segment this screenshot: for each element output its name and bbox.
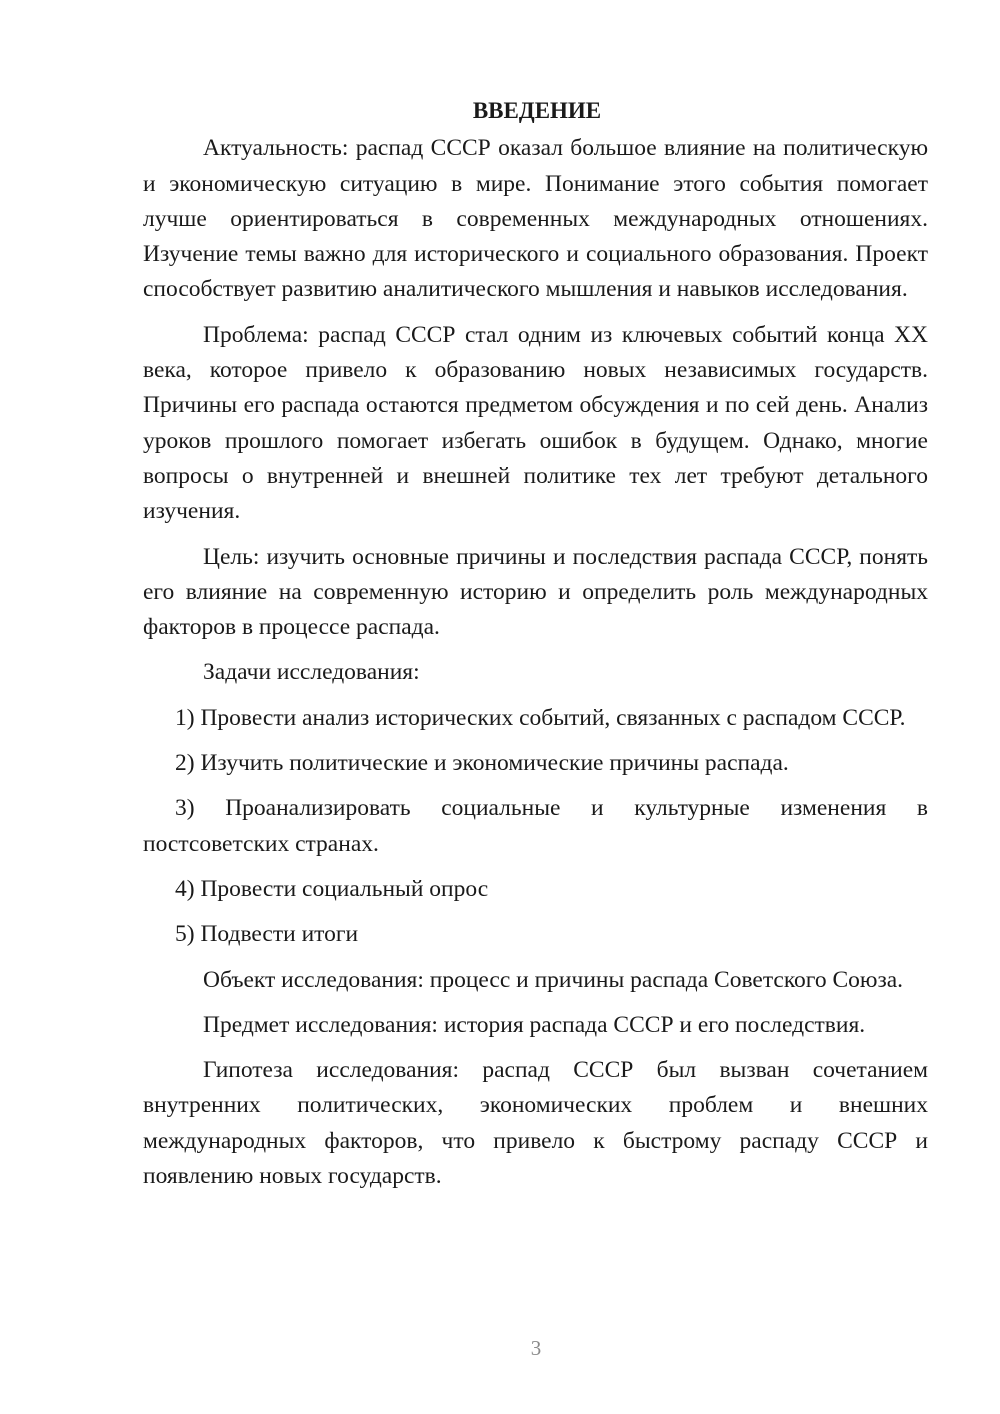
task-item: 1) Провести анализ исторических событий, связанных с распадом СССР.: [175, 704, 906, 731]
paragraph-relevance: Актуальность: распад СССР оказал большое влияние на политическую и экономическую ситуацию в мире. Понимание этого события помогает лучше ориентироваться в современных международных отношениях. Изучение темы важно для исторического и социального образования. Проект способствует развитию аналитического мышления и навыков исследования.: [143, 135, 928, 303]
paragraph-hypothesis: Гипотеза исследования: распад СССР был вызван сочетанием внутренних политических, экономических проблем и внешних международных факторов, что привело к быстрому распаду СССР и появлению новых государств.: [143, 1057, 928, 1190]
page-content: [143, 93, 928, 1204]
page-number: 3: [530, 1336, 542, 1360]
task-item: 4) Провести социальный опрос: [175, 875, 489, 902]
paragraph-problem: Проблема: распад СССР стал одним из ключевых событий конца XX века, которое привело к образованию новых независимых государств. Причины его распада остаются предметом обсуждения и по сей день. Анализ уроков прошлого помогает избегать ошибок в будущем. Однако, многие вопросы о внутренней и внешней политике тех лет требуют детального изучения.: [143, 321, 928, 525]
tasks-heading: Задачи исследования:: [203, 659, 420, 686]
task-item: 5) Подвести итоги: [175, 921, 359, 948]
task-item: 2) Изучить политические и экономические причины распада.: [175, 750, 789, 777]
section-heading: ВВЕДЕНИЕ: [472, 98, 602, 123]
paragraph-object: Объект исследования: процесс и причины распада Советского Союза.: [203, 966, 904, 993]
paragraph-subject: Предмет исследования: история распада СССР и его последствия.: [203, 1011, 866, 1038]
task-item: 3) Проанализировать социальные и культурные изменения в постсоветских странах.: [143, 795, 928, 857]
paragraph-goal: Цель: изучить основные причины и последствия распада СССР, понять его влияние на современную историю и определить роль международных факторов в процессе распада.: [143, 543, 928, 641]
